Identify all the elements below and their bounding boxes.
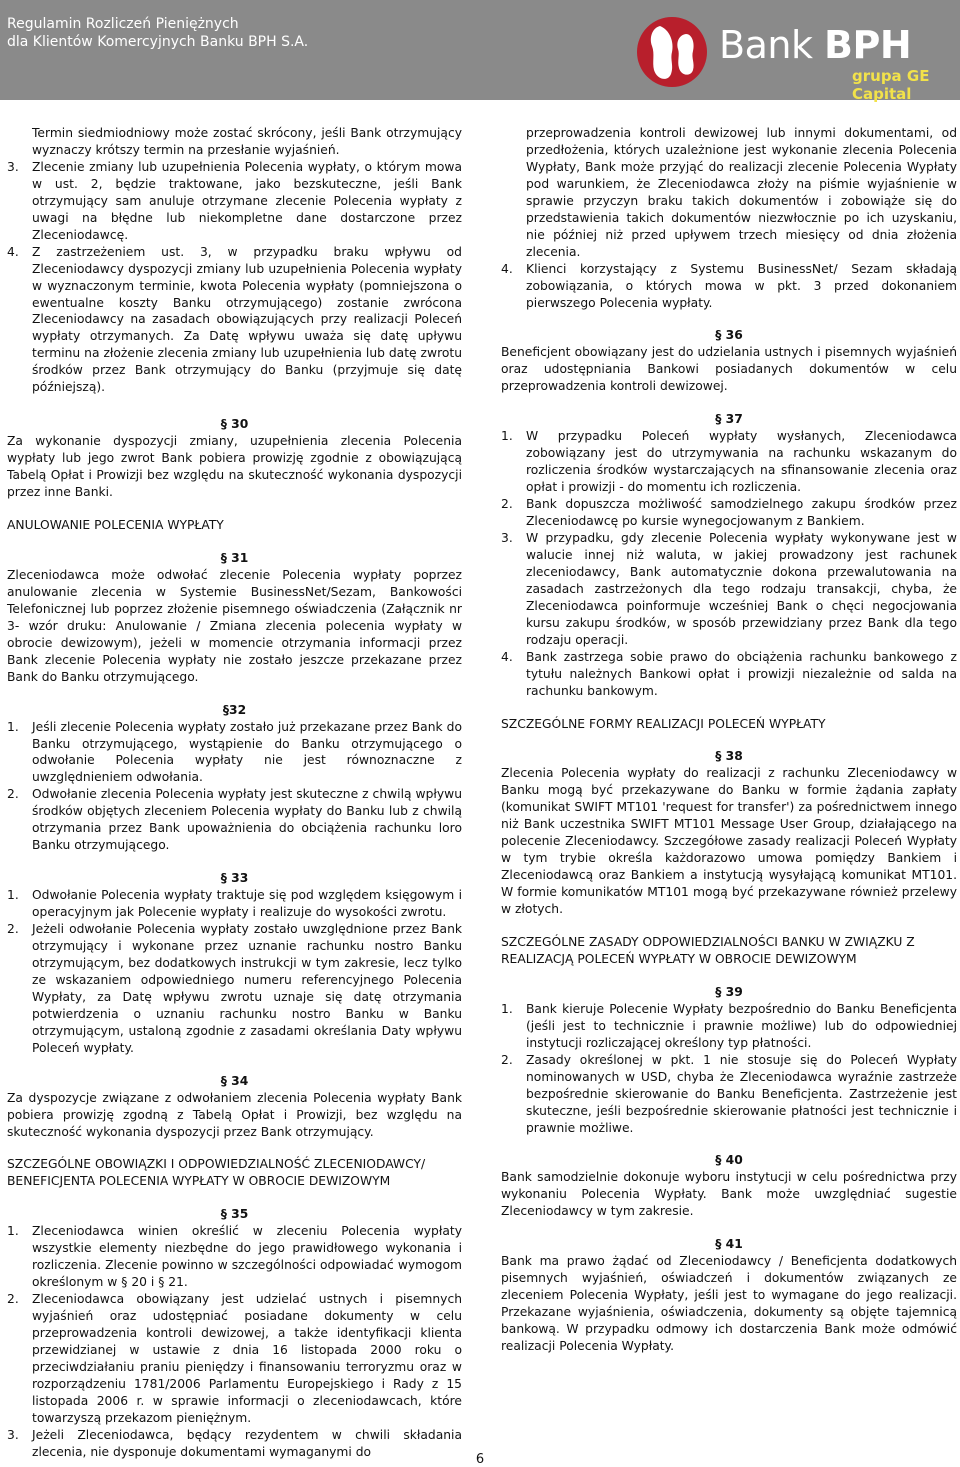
- section-heading: § 38: [715, 749, 743, 764]
- list-number: 1.: [501, 1001, 513, 1016]
- section-heading: § 36: [715, 328, 743, 343]
- list-number: 1.: [501, 429, 513, 444]
- list-text: Bank zastrzega sobie prawo do obciążenia rachunku bankowego z tytułu należnych Bankowi opłat i prowizji niezależnie od salda na rachunku bankowym.: [526, 649, 957, 698]
- list-text: Jeśli zlecenie Polecenia wypłaty zostało już przekazane przez Bank do Banku otrzymującego, wystąpienie do Banku otrzymującego o odwołanie Polecenia wypłaty nie jest równoznaczne z uwzględnieniem odwołania.: [32, 719, 462, 785]
- list-number: 2.: [7, 922, 19, 937]
- list-text: W przypadku Poleceń wypłaty wysłanych, Zleceniodawca zobowiązany jest do utrzymywania na rachunku wskazanym do rozliczenia środków wystarczających na sfinansowanie zlecenia oraz opłat i prowizji - do momentu ich rozliczenia.: [526, 429, 957, 495]
- list-text: Zleceniodawca winien określić w zleceniu Polecenia wypłaty wszystkie elementy niezbędne do jego prawidłowego wykonania i rozliczenia. Zlecenie powinno w szczególności odpowiadać wymogom określonym w § 20 i § 21.: [32, 1224, 462, 1290]
- list-item: [7, 921, 462, 1057]
- chapter-heading: SZCZEGÓLNE OBOWIĄZKI I ODPOWIEDZIALNOŚĆ ZLECENIODAWCY/ BENEFICJENTA POLECENIA WYPŁATY W OBROCIE DEWIZOWYM: [7, 1157, 426, 1189]
- list-text: Bank dopuszcza możliwość samodzielnego zakupu środków przez Zleceniodawcę po kursie wynegocjowanym z Bankiem.: [526, 497, 957, 529]
- document-title: [7, 15, 308, 51]
- logo-word-bank: Bank: [719, 23, 813, 67]
- list-number: 4.: [501, 649, 513, 664]
- paragraph: Zleceniodawca może odwołać zlecenie Polecenia wypłaty poprzez anulowanie zlecenia w Systemie BusinessNet/Sezam, Bankowości Telefonicznej lub poprzez złożenie pisemnego oświadczenia (Załącznik nr 3- wzór druku: Anulowanie / Zmiana zlecenia polecenia wypłaty w obrocie dewizowym), jeżeli w momencie otrzymania informacji przez Bank zlecenie Polecenia wypłaty nie zostało jeszcze przekazane przez Bank do Banku otrzymującego.: [7, 567, 462, 684]
- right-column: [501, 125, 957, 1355]
- section-heading: § 39: [715, 984, 743, 999]
- bank-name-logo: [719, 23, 912, 67]
- section-heading: §32: [222, 702, 247, 717]
- list-number: 4.: [7, 244, 19, 259]
- list-item: [501, 1001, 957, 1052]
- list-text: Zlecenie zmiany lub uzupełnienia Polecenia wypłaty, o którym mowa w ust. 2, będzie traktowane, jako bezskuteczne, jeśli Bank otrzymujący sam anuluje otrzymane zlecenie Polecenia wypłaty z uwagi na błędne lub niekompletne dane dostarczone przez Zleceniodawcę.: [32, 159, 462, 242]
- section-heading: § 40: [715, 1153, 743, 1168]
- chapter-heading: ANULOWANIE POLECENIA WYPŁATY: [7, 518, 224, 533]
- list-number: 2.: [7, 787, 19, 802]
- list-number: 2.: [7, 1292, 19, 1307]
- list-item: [501, 530, 957, 649]
- list-item: [7, 887, 462, 921]
- section-heading: § 41: [715, 1237, 743, 1252]
- section-heading: § 30: [220, 417, 249, 432]
- list-text: Zleceniodawca obowiązany jest udzielać ustnych i pisemnych wyjaśnień oraz udostępniać posiadane dokumenty w celu przeprowadzenia kontroli dewizowej, a także identyfikacji klienta przewidzianej w ustawie z dnia 16 listopada 2000 roku o przeciwdziałaniu praniu pieniędzy i finansowaniu terroryzmu oraz w rozporządzeniu 1781/2006 Parlamentu Europejskiego i Rady z 15 listopada 2006 r. w sprawie informacji o zleceniodawcach, które towarzyszą przekazom pieniężnym.: [32, 1292, 462, 1425]
- list-text: Zasady określonej w pkt. 1 nie stosuje się do Poleceń Wypłaty nominowanych w USD, chyba że Zleceniodawca wyraźnie zastrzeże bezpośrednie skierowanie do Banku Beneficjenta. Zastrzeżenie jest skuteczne, jeśli bezpośrednie skierowanie płatności jest technicznie i prawnie możliwe.: [526, 1052, 957, 1135]
- list-item: [501, 649, 957, 700]
- list-text: Odwołanie Polecenia wypłaty traktuje się pod względem księgowym i operacyjnym jak Polecenie wypłaty i realizuje do wysokości zwrotu.: [32, 888, 462, 920]
- list-item: [7, 244, 462, 397]
- list-item: [7, 719, 462, 787]
- chapter-heading: SZCZEGÓLNE ZASADY ODPOWIEDZIALNOŚCI BANKU W ZWIĄZKU Z REALIZACJĄ POLECEŃ WYPŁATY W OBROCIE DEWIZOWYM: [501, 934, 915, 966]
- list-number: 1.: [7, 719, 19, 734]
- list-text: Bank kieruje Polecenie Wypłaty bezpośrednio do Banku Beneficjenta (jeśli jest to technicznie i prawnie możliwe) lub do odpowiedniej instytucji rozliczającej określony typ płatności.: [526, 1001, 957, 1050]
- list-number: 2.: [501, 1052, 513, 1067]
- list-text: Klienci korzystający z Systemu BusinessNet/ Sezam składają zobowiązania, o których mowa w pkt. 3 przed dokonaniem pierwszego Polecenia wypłaty.: [526, 261, 957, 310]
- list-item: [7, 1291, 462, 1427]
- document-header: [0, 0, 960, 103]
- list-item: [501, 428, 957, 496]
- list-number: 3.: [7, 159, 19, 174]
- section-heading: § 37: [715, 412, 743, 427]
- list-item: [501, 261, 957, 312]
- list-item: [501, 496, 957, 530]
- paragraph-continuation: przeprowadzenia kontroli dewizowej lub innymi dokumentami, od przedłożenia, których uzależnione jest wykonanie zlecenia Polecenia Wypłaty, Bank może przyjąć do realizacji zlecenie Polecenia Wypłaty pod warunkiem, że Zleceniodawca złoży na piśmie wyjaśnienie w sprawie przyczyn braku takich dokumentów i zobowiąże się do przedstawienia takich dokumentów niezwłocznie po ich uzyskaniu, nie później niż przed upływem trzech miesięcy od dnia złożenia zlecenia.: [526, 126, 957, 259]
- paragraph-continuation: Termin siedmiodniowy może zostać skrócony, jeśli Bank otrzymujący wyznaczy krótszy termin na przesłanie wyjaśnień.: [32, 126, 462, 157]
- paragraph: Zlecenia Polecenia wypłaty do realizacji z rachunku Zleceniodawcy w Banku mogą być przekazywane do Banku w formie żądania zapłaty (komunikat SWIFT MT101 'request for transfer') za pośrednictwem innego niż Bank uczestnika SWIFT MT101 Message User Group, działającego na polecenie Zleceniodawcy. Szczegółowe zasady realizacji Poleceń Wypłaty w tym trybie określa każdorazowo umowa pomiędzy Bankiem i Zleceniodawcą oraz Bankiem a instytucją wysyłającą komunikat MT101. W formie komunikatów MT101 mogą być przekazywane również przelewy w złotych.: [501, 766, 957, 917]
- paragraph: Bank ma prawo żądać od Zleceniodawcy / Beneficjenta dodatkowych pisemnych wyjaśnień, oświadczeń i dokumentów związanych ze zleceniem Polecenia Wypłaty, jeśli jest to wymagane do jego realizacji. Przekazane wyjaśnienia, oświadczenia, dokumenty są objęte tajemnicą bankową. W przypadku odmowy ich dostarczenia Bank może odmówić realizacji Polecenia Wypłaty.: [501, 1254, 957, 1353]
- section-heading: § 33: [220, 871, 249, 886]
- title-line-1: Regulamin Rozliczeń Pieniężnych: [7, 16, 239, 32]
- list-text: Jeżeli Zleceniodawca, będący rezydentem w chwili składania zlecenia, nie dysponuje dokumentami wymaganymi do: [32, 1427, 462, 1459]
- title-line-2: dla Klientów Komercyjnych Banku BPH S.A.: [7, 34, 309, 50]
- list-item: [7, 1223, 462, 1291]
- left-column: [7, 125, 462, 1461]
- logo-subtitle: grupa GE Capital: [852, 67, 930, 103]
- list-number: 1.: [7, 888, 19, 903]
- section-heading: § 35: [220, 1207, 249, 1222]
- bank-bph-logo-icon: [630, 16, 714, 88]
- list-number: 1.: [7, 1224, 19, 1239]
- logo-word-bph: BPH: [824, 23, 912, 67]
- list-item: [7, 786, 462, 854]
- list-number: 2.: [501, 497, 513, 512]
- paragraph: Beneficjent obowiązany jest do udzielania ustnych i pisemnych wyjaśnień oraz udostępniania Bankowi posiadanych dokumentów w celu przeprowadzenia kontroli dewizowej.: [501, 345, 957, 394]
- list-number: 4.: [501, 261, 513, 276]
- list-item: [7, 159, 462, 244]
- paragraph: Za dyspozycje związane z odwołaniem zlecenia Polecenia wypłaty Bank pobiera prowizję zgodną z Tabelą Opłat i Prowizji, bez względu na skuteczność wykonania dyspozycji przez Bank otrzymujący.: [7, 1090, 462, 1139]
- list-text: Odwołanie zlecenia Polecenia wypłaty jest skuteczne z chwilą wpływu środków objętych zleceniem Polecenia wypłaty do Banku lub z chwilą otrzymania przez Bank upoważnienia do obciążenia rachunku loro Banku otrzymującego.: [32, 787, 462, 853]
- section-heading: § 31: [220, 550, 249, 565]
- list-number: 3.: [7, 1427, 19, 1442]
- section-heading: § 34: [220, 1073, 249, 1088]
- paragraph: Za wykonanie dyspozycji zmiany, uzupełnienia zlecenia Polecenia wypłaty lub jego zwrot Bank pobiera prowizję zgodnie z obowiązującą Tabelą Opłat i Prowizji bez względu na skuteczność wykonania dyspozycji przez inne Banki.: [7, 434, 462, 500]
- chapter-heading: SZCZEGÓLNE FORMY REALIZACJI POLECEŃ WYPŁATY: [501, 716, 826, 731]
- page-number: 6: [475, 1452, 485, 1467]
- list-text: Jeżeli odwołanie Polecenia wypłaty zostało uwzględnione przez Bank otrzymujący i wykonane przez uznanie rachunku nostro Banku otrzymującym, bez dodatkowych instrukcji w tym zakresie, lecz tylko ze wskazaniem odpowiedniego numeru referencyjnego Polecenia Wypłaty, za Datę wpływu zwrotu uznaje się datę otrzymania potwierdzenia o uznaniu rachunku nostro Banku w Banku otrzymującym, ustaloną zgodnie z zasadami określania Daty wpływu Poleceń wypłaty.: [32, 922, 462, 1055]
- paragraph: Bank samodzielnie dokonuje wyboru instytucji w celu pośrednictwa przy wykonaniu Polecenia Wypłaty. Bank może uwzględniać sugestie Zleceniodawcy w tym zakresie.: [501, 1170, 957, 1219]
- list-text: W przypadku, gdy zlecenie Polecenia wypłaty wykonywane jest w walucie innej niż waluta, w jakiej prowadzony jest rachunek zleceniodawcy, Bank automatycznie dokona przewalutowania na zasadach zastrzeżonych dla tego rodzaju transakcji, chyba, że Zleceniodawca poinformuje wcześniej Bank o chęci negocjowania kursu zakupu środków, w sposób przewidziany przez Bank dla tego rodzaju operacji.: [526, 530, 957, 647]
- list-item: [501, 1052, 957, 1137]
- list-text: Z zastrzeżeniem ust. 3, w przypadku braku wpływu od Zleceniodawcy dyspozycji zmiany lub uzupełnienia Polecenia wypłaty w wyznaczonym terminie, kwota Polecenia wypłaty (pomniejszona o ewentualne koszty Banku otrzymującego) zostanie zwrócona Zleceniodawcy na zasadach obowiązujących przy realizacji Poleceń wypłaty otrzymanych. Za Datę wpływu uważa się datę upływu terminu na złożenie zlecenia zmiany lub uzupełnienia lub datę zwrotu środków przez Bank otrzymujący do Banku (przyjmuje się datę późniejszą).: [32, 244, 462, 395]
- list-number: 3.: [501, 530, 513, 545]
